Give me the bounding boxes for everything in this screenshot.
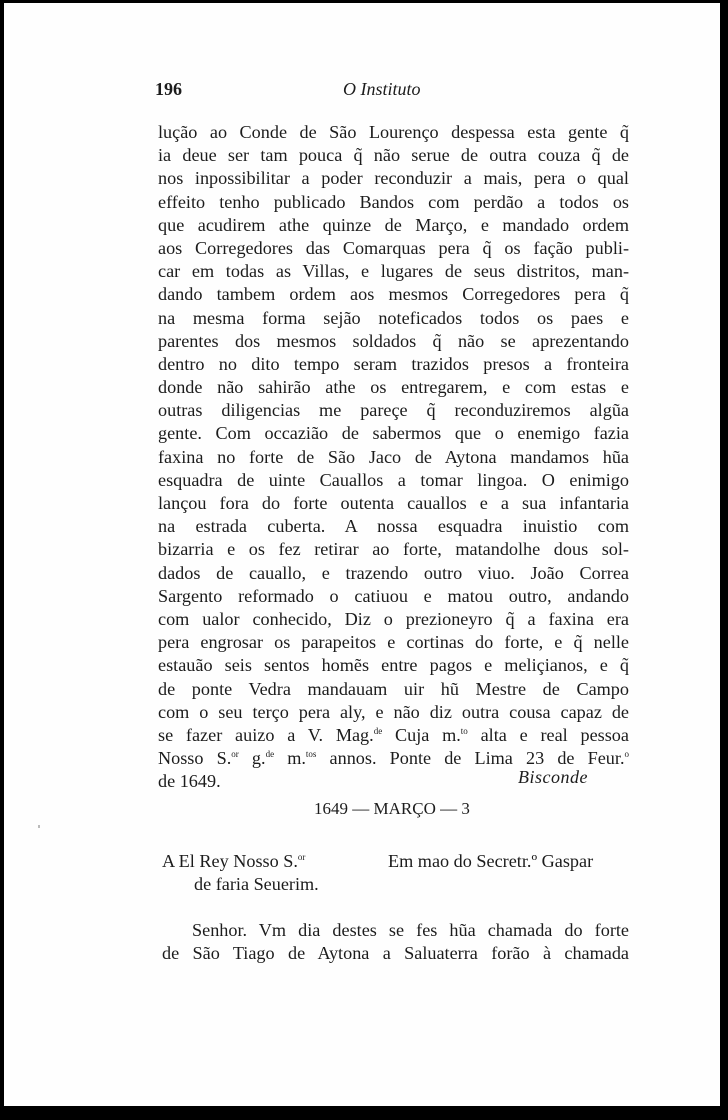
superscript: o bbox=[624, 749, 630, 759]
text-fragment: g. bbox=[238, 748, 266, 769]
addressee-line: de faria Seuerim. bbox=[194, 874, 319, 894]
text-line: lançou fora do forte outenta cauallos e a sua infantaria bbox=[158, 493, 629, 513]
body-text bbox=[158, 121, 629, 793]
text-line: aos Corregedores das Comarquas pera q̃ os fação publi- bbox=[158, 237, 629, 258]
text-line: de São Tiago de Aytona a Saluaterra forão à chamada bbox=[162, 943, 629, 964]
running-title: O Instituto bbox=[343, 79, 421, 99]
text-fragment: se fazer auizo a V. Mag. bbox=[158, 724, 374, 745]
text-line: donde não sahirão athe os entregarem, e com estas e bbox=[158, 377, 629, 398]
text-line: na estrada cuberta. A nossa esquadra inuistio com bbox=[158, 516, 629, 537]
addressee-line bbox=[162, 851, 305, 872]
text-line: parentes dos mesmos soldados q̃ não se aprezentando bbox=[158, 330, 629, 351]
text-line: dados de cauallo, e trazendo outro viuo. João Correa bbox=[158, 562, 629, 583]
text-line: car em todas as Villas, e lugares de seus distritos, man- bbox=[158, 261, 629, 282]
letter-body bbox=[162, 919, 629, 965]
text-line: de ponte Vedra mandauam uir hũ Mestre de Campo bbox=[158, 678, 629, 699]
superscript: to bbox=[460, 725, 468, 736]
text-line: dando tambem ordem aos mesmos Corregedores pera q̃ bbox=[158, 284, 629, 305]
superscript: or bbox=[297, 851, 306, 862]
page-speck bbox=[38, 825, 40, 828]
text-line: effeito tenho publicado Bandos com perdão a todos os bbox=[158, 191, 629, 212]
text-line: Senhor. Vm dia destes se fes hũa chamada do forte bbox=[192, 920, 629, 940]
text-line: na mesma forma sejão noteficados todos os paes e bbox=[158, 307, 629, 328]
text-line: pera engrosar os parapeitos e cortinas do forte, e q̃ nelle bbox=[158, 632, 629, 653]
text-line: estauão seis sentos homẽs entre pagos e meliçianos, e q̃ bbox=[158, 655, 629, 676]
text-line: de 1649. bbox=[158, 771, 221, 792]
superscript: tos bbox=[305, 749, 317, 759]
text-line: com o seu terço pera aly, e não diz outra cousa capaz de bbox=[158, 701, 629, 722]
delivery-note: Em mao do Secretr.º Gaspar bbox=[388, 851, 594, 871]
text-line: Sargento reformado o catiuou e matou outro, andando bbox=[158, 585, 629, 606]
text-fragment: A El Rey Nosso S. bbox=[162, 851, 298, 871]
text-line: com ualor conhecido, Diz o prezioneyro q̃ a faxina era bbox=[158, 608, 629, 629]
text-line: outras diligencias me pareçe q̃ reconduziremos algũa bbox=[158, 400, 629, 421]
date-heading: 1649 — MARÇO — 3 bbox=[314, 799, 470, 818]
superscript: de bbox=[265, 749, 275, 759]
superscript: or bbox=[231, 749, 239, 759]
text-fragment: Nosso S. bbox=[158, 748, 232, 769]
page-header bbox=[155, 79, 630, 103]
text-line: ia deue ser tam pouca q̃ não serue de outra couza q̃ de bbox=[158, 145, 629, 166]
document-page bbox=[4, 3, 720, 1106]
signature: Bisconde bbox=[518, 767, 588, 787]
superscript: de bbox=[373, 725, 383, 736]
text-line: gente. Com occazião de sabermos que o enemigo fazia bbox=[158, 423, 629, 444]
text-line: nos inpossibilitar a poder reconduzir a mais, pera o qual bbox=[158, 168, 629, 189]
text-line: esquadra de uinte Cauallos a tomar lingoa. O enimigo bbox=[158, 469, 629, 490]
text-fragment: alta e real pessoa bbox=[467, 724, 629, 745]
text-line: que acudirem athe quinze de Março, e mandado ordem bbox=[158, 214, 629, 235]
text-fragment: annos. Ponte de Lima 23 de Feur. bbox=[316, 748, 625, 769]
text-line: bizarria e os fez retirar ao forte, matandolhe dous sol- bbox=[158, 539, 629, 560]
page-number: 196 bbox=[155, 79, 182, 99]
text-fragment: Cuja m. bbox=[382, 724, 461, 745]
text-line: dentro no dito tempo seram trazidos presos a fronteira bbox=[158, 353, 629, 374]
text-fragment: m. bbox=[274, 748, 306, 769]
text-line: lução ao Conde de São Lourenço despessa esta gente q̃ bbox=[158, 122, 629, 142]
text-line bbox=[158, 724, 629, 747]
text-line: faxina no forte de São Jaco de Aytona mandamos hũa bbox=[158, 446, 629, 467]
